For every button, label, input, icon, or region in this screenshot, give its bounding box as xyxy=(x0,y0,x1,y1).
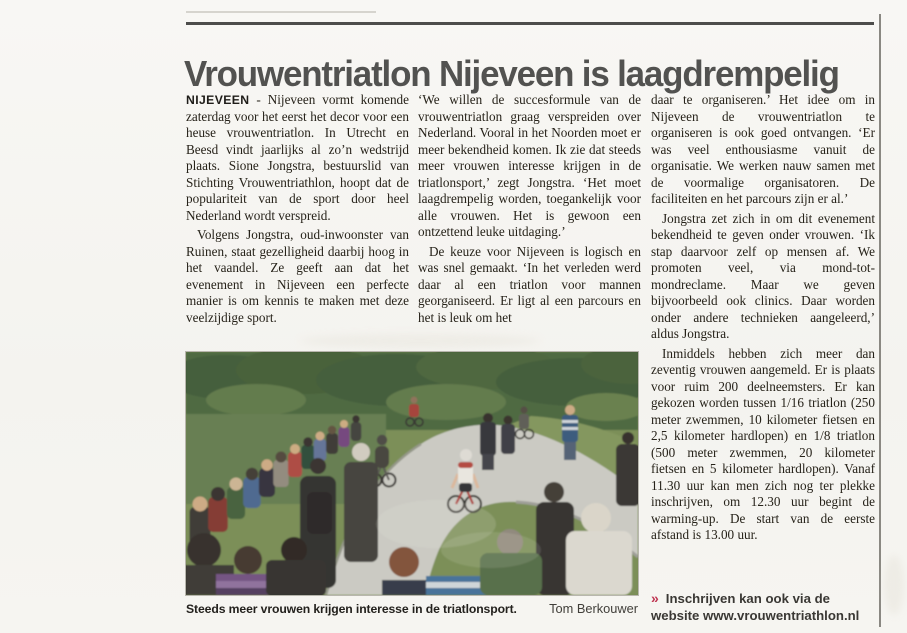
article-column-1 xyxy=(186,92,409,352)
photo-illustration-triathlon-cyclists xyxy=(186,352,638,595)
photo-caption-row xyxy=(186,601,638,616)
article-right-border-rule xyxy=(879,14,881,627)
paragraph: De keuze voor Nijeveen is logisch en was snel gemaakt. ‘In het verleden werd daar al een triatlon voor mannen georganiseerd. Er ligt al een parcours en het is leuk om het xyxy=(418,243,641,325)
signup-note xyxy=(651,590,877,624)
article-column-2 xyxy=(418,92,641,352)
double-chevron-right-icon: » xyxy=(651,590,658,606)
signup-text: Inschrijven kan ook via de website www.vrouwentriathlon.nl xyxy=(651,591,860,623)
photo-caption: Steeds meer vrouwen krijgen interesse in de triatlonsport. xyxy=(186,602,517,616)
paragraph: ‘We willen de succesformule van de vrouwentriatlon graag verspreiden over Nederland. Vooral in het Noorden moet er meer bekendheid komen. Ik zie dat steeds meer vrouwen interesse krijgen in de triatlonsport,’ zegt Jongstra. ‘Het moet laagdrempelig worden, toegankelijk voor alle vrouwen. Het is gewoon een ontzettend leuke uitdaging.’ xyxy=(418,92,641,239)
article-photo xyxy=(186,352,638,595)
paragraph-text: - Nijeveen vormt komende zaterdag voor het eerst het decor voor een heuse vrouwentriatlon. In Utrecht en Beesd vindt jaarlijks al zo’n wedstrijd plaats. Sione Jongstra, bestuurslid van Stichting Vrouwentriathlon, hoopt dat de populariteit van de sport door heel Nederland wordt verspreid. xyxy=(186,92,409,223)
paragraph: Inmiddels hebben zich meer dan zeventig vrouwen aangemeld. Er is plaats voor ruim 200 deelneemsters. Er kan gekozen worden tussen 1/16 triatlon (250 meter zwemmen, 10 kilometer fietsen en 2,5 kilometer hardlopen) en 1/8 triatlon (500 meter zwemmen, 20 kilometer fietsen en 5 kilometer hardlopen). Vanaf 11.30 uur kan men zich nog ter plekke inschrijven, om 12.30 uur begint de warming-up. De start van de eerste afstand is 13.00 uur. xyxy=(651,345,875,542)
paragraph: Jongstra zet zich in om dit evenement bekendheid te geven onder vrouwen. ‘Ik stap daarvoor zelf op mensen af. We promoten veel, via mond-tot-mondreclame. Maar we geven bijvoorbeeld ook clinics. Daar worden onder andere technieken aangeleerd,’ aldus Jongstra. xyxy=(651,210,875,341)
photo-credit: Tom Berkouwer xyxy=(549,601,638,616)
paragraph: daar te organiseren.’ Het idee om in Nijeveen de vrouwentriatlon te organiseren is ook goed ontvangen. ‘Er was veel enthousiasme vanuit de organisatie. We werken nauw samen met de voormalige organisatoren. De faciliteiten en het parcours zijn er al.’ xyxy=(651,92,875,206)
headline-rule xyxy=(186,22,874,25)
scan-artifact-line xyxy=(186,11,376,13)
paragraph-dateline xyxy=(186,92,409,224)
dateline-location: NIJEVEEN xyxy=(186,93,250,107)
paragraph: Volgens Jongstra, oud-inwoonster van Ruinen, staat gezelligheid daarbij hoog in het vaandel. Ze geeft aan dat het evenement in Nijeveen een perfecte manier is om kennis te maken met deze veelzijdige sport. xyxy=(186,227,409,325)
article-headline: Vrouwentriatlon Nijeveen is laagdrempelig xyxy=(184,53,839,95)
print-bleed-ghost xyxy=(884,555,904,615)
article-column-3 xyxy=(651,92,875,592)
